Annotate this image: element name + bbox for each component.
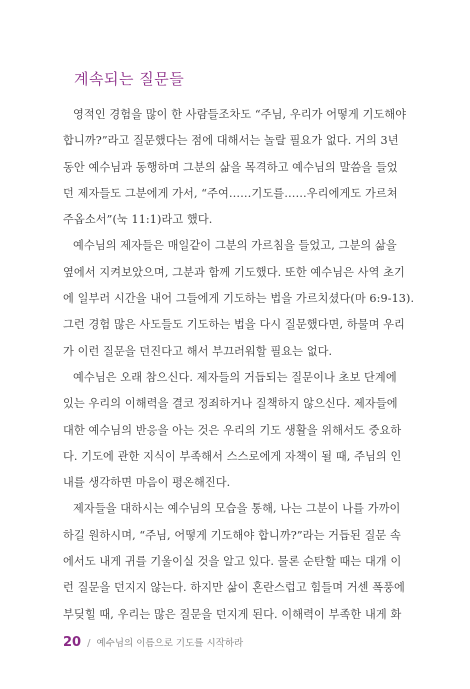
- text-line: 있는 우리의 이해력을 결코 정죄하거나 질책하지 않으신다. 제자들에: [63, 397, 398, 411]
- page-number: 20: [63, 635, 82, 650]
- text-line: 그런 경험 많은 사도들도 기도하는 법을 다시 질문했다면, 하물며 우리: [63, 318, 405, 332]
- text-line: 내를 생각하면 마음이 평온해진다.: [63, 476, 231, 490]
- footer-separator: /: [87, 638, 91, 649]
- text-line: 던 제자들도 그분에게 가서, “주여……기도를……우리에게도 가르쳐: [63, 186, 398, 200]
- text-line: 합니까?”라고 질문했다는 점에 대해서는 놀랄 필요가 없다. 거의 3년: [63, 134, 399, 148]
- text-line: 하길 원하시며, “주님, 어떻게 기도해야 합니까?”라는 거듭된 질문 속: [63, 528, 401, 542]
- text-line: 예수님은 오래 참으신다. 제자들의 거듭되는 질문이나 초보 단계에: [73, 370, 397, 384]
- text-line: 다. 기도에 관한 지식이 부족해서 스스로에게 자책이 될 때, 주님의 인: [63, 449, 402, 463]
- text-line: 예수님의 제자들은 매일같이 그분의 가르침을 들었고, 그분의 삶을: [73, 239, 397, 253]
- text-line: 옆에서 지켜보았으며, 그분과 함께 기도했다. 또한 예수님은 사역 초기: [63, 265, 405, 279]
- text-line: 에서도 내게 귀를 기울이실 것을 알고 있다. 물론 순탄할 때는 대개 이: [63, 555, 402, 569]
- running-book-title: 예수님의 이름으로 기도를 시작하라: [96, 638, 244, 649]
- text-line: 대한 예수님의 반응을 아는 것은 우리의 기도 생활을 위해서도 중요하: [63, 423, 402, 437]
- text-line: 에 일부러 시간을 내어 그들에게 기도하는 법을 가르치셨다(마 6:9-13).: [63, 292, 415, 306]
- page-footer: [63, 635, 243, 650]
- section-title: 계속되는 질문들: [74, 70, 185, 88]
- body-text: [63, 102, 413, 628]
- text-line: 영적인 경험을 많이 한 사람들조차도 “주님, 우리가 어떻게 기도해야: [73, 108, 407, 121]
- text-line: 런 질문을 던지지 않는다. 하지만 삶이 혼란스럽고 힘들며 거센 폭풍에: [63, 581, 405, 595]
- text-line: 가 이런 질문을 던진다고 해서 부끄러워할 필요는 없다.: [63, 344, 333, 358]
- text-line: 부딪힐 때, 우리는 많은 질문을 던지게 된다. 이해력이 부족한 내게 화: [63, 607, 402, 621]
- text-line: 제자들을 대하시는 예수님의 모습을 통해, 나는 그분이 나를 가까이: [73, 502, 401, 516]
- text-line: 동안 예수님과 동행하며 그분의 삶을 목격하고 예수님의 말씀을 들었: [63, 160, 398, 174]
- text-line: 주옵소서”(눅 11:1)라고 했다.: [63, 213, 213, 227]
